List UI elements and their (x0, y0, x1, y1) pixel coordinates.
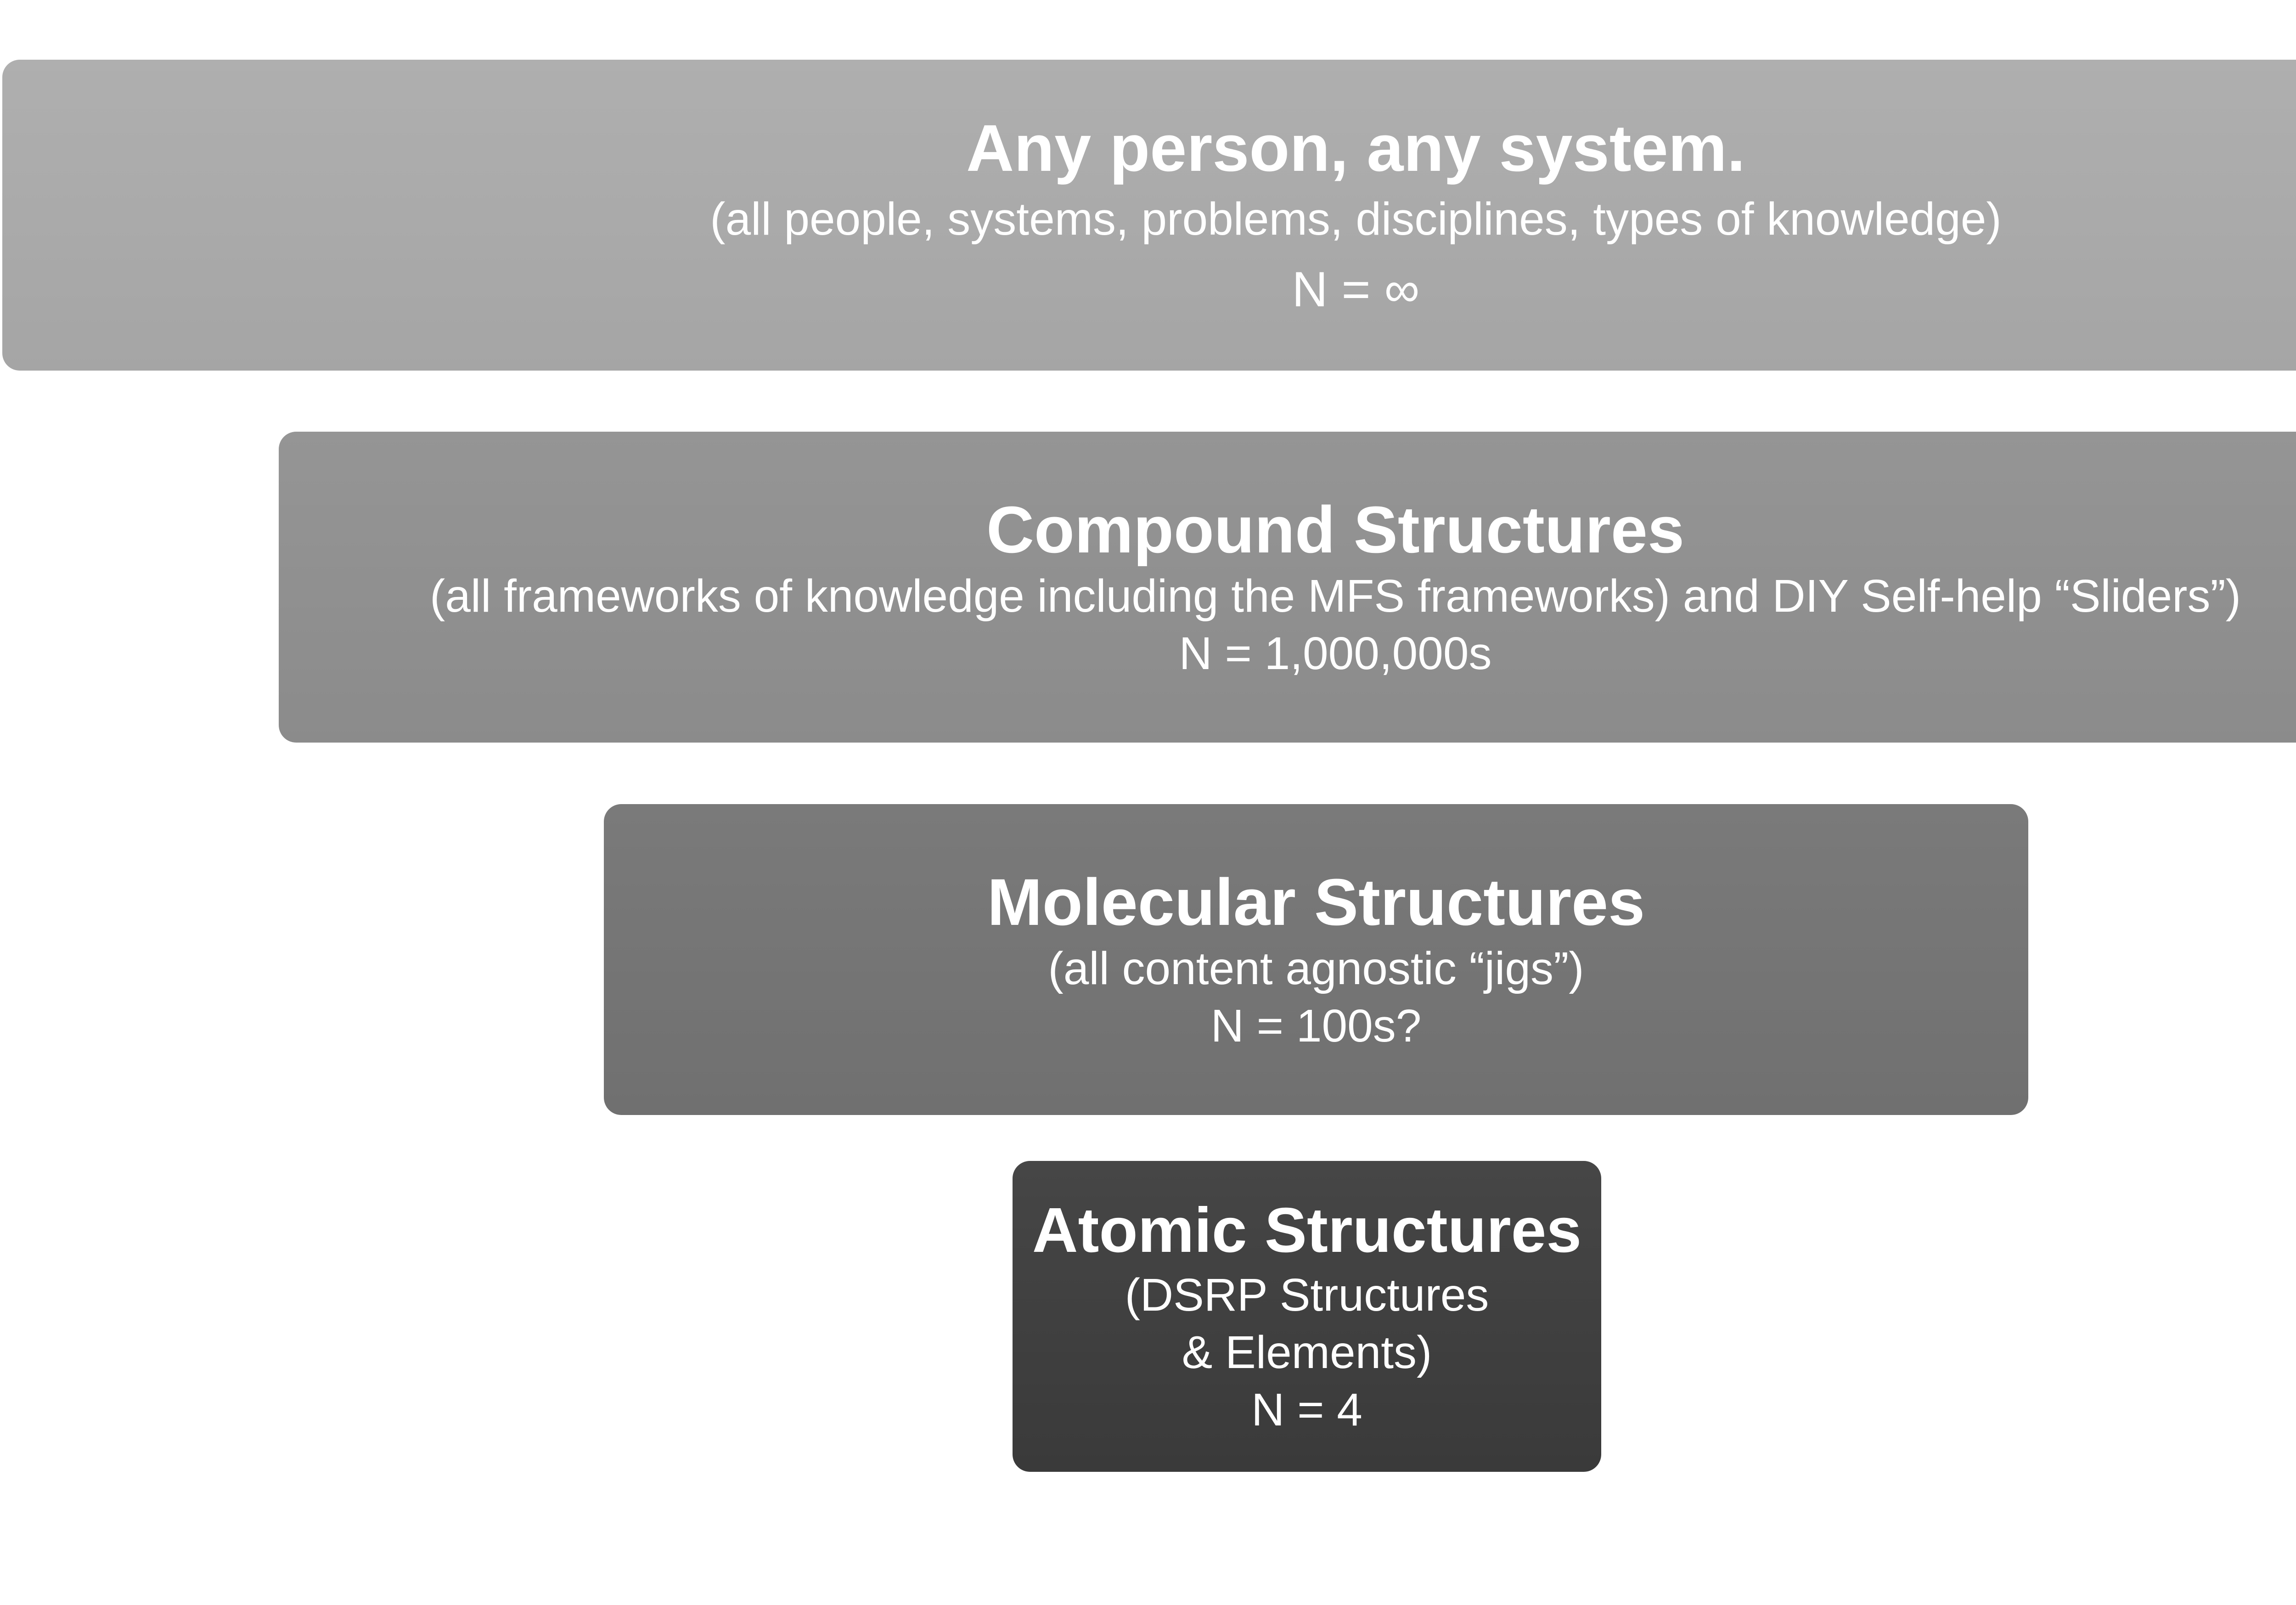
tier-compound-structures-description: (all frameworks of knowledge including the MFS frameworks) and DIY Self-help “Sliders”) (429, 570, 2241, 622)
tier-compound-structures-title: Compound Structures (986, 492, 1684, 567)
tier-any-system-title: Any person, any system. (966, 111, 1745, 185)
tier-compound-structures-count: N = 1,000,000s (1179, 628, 1492, 680)
tier-atomic-structures-count: N = 4 (1251, 1384, 1362, 1436)
tier-atomic-structures-description: (DSRP Structures & Elements) (1125, 1269, 1489, 1379)
tier-molecular-structures-count: N = 100s? (1210, 1000, 1422, 1052)
tier-any-system-description: (all people, systems, problems, disciplines, types of knowledge) (710, 193, 2002, 245)
tier-atomic-structures-title: Atomic Structures (1032, 1194, 1582, 1266)
tier-molecular-structures-title: Molecular Structures (987, 865, 1645, 939)
tier-any-system-count: N = ∞ (1292, 261, 1420, 317)
tier-molecular-structures-description: (all content agnostic “jigs”) (1048, 943, 1584, 995)
